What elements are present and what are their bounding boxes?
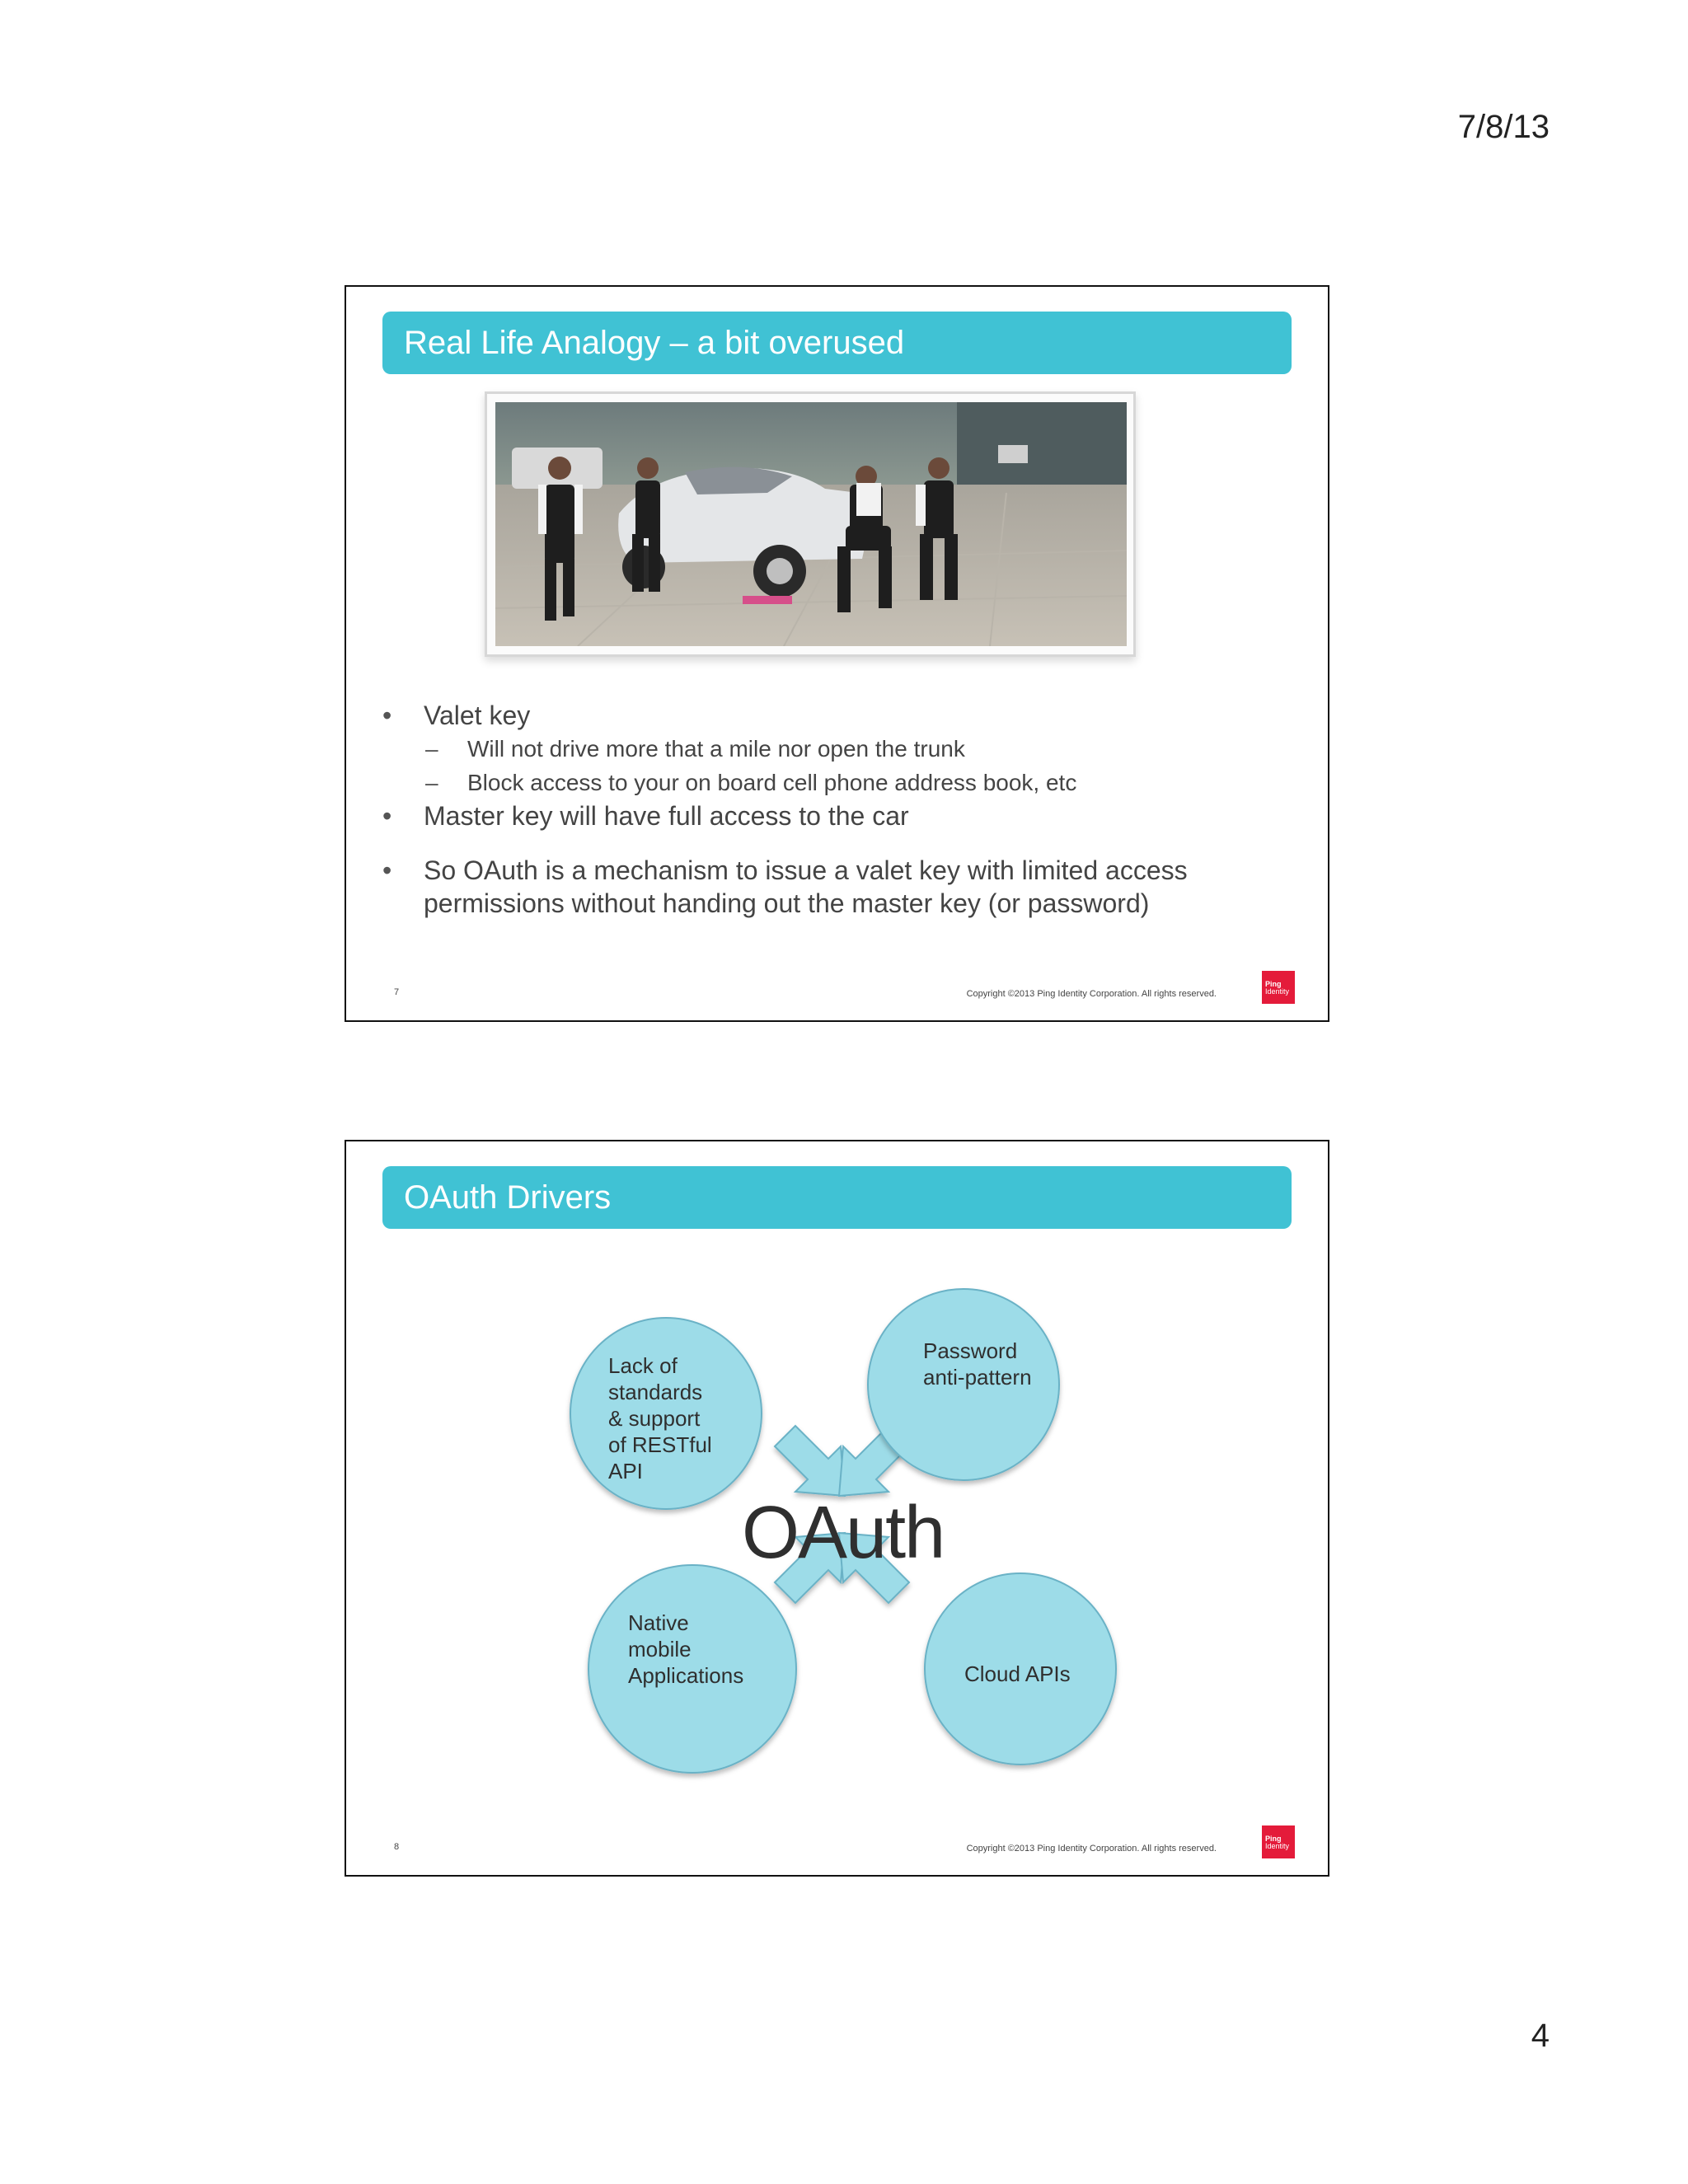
bullet-text: Master key will have full access to the car xyxy=(424,801,909,831)
circle-text-native-mobile: Native mobile Applications xyxy=(628,1610,744,1688)
valet-photo xyxy=(485,391,1136,657)
valet-photo-icon xyxy=(495,402,1127,646)
bullet-list xyxy=(382,699,1306,920)
slide-number: 7 xyxy=(394,987,400,997)
slide-title: OAuth Drivers xyxy=(382,1166,1292,1229)
oauth-center-label: OAuth xyxy=(742,1492,945,1574)
bullet-dot: • xyxy=(382,855,392,885)
sub-bullet-item xyxy=(382,732,1306,766)
copyright-text: Copyright ©2013 Ping Identity Corporation. All rights reserved. xyxy=(966,1844,1217,1854)
sub-bullet-dash: – xyxy=(425,770,438,795)
arrow-top-left xyxy=(775,1426,845,1496)
page-date: 7/8/13 xyxy=(1457,109,1550,145)
bullet-dot: • xyxy=(382,701,392,730)
sub-bullet-text: Will not drive more that a mile nor open the trunk xyxy=(467,736,965,762)
logo-line-2: Identity xyxy=(1265,987,1290,996)
sub-bullet-dash: – xyxy=(425,736,438,762)
bullet-item xyxy=(382,854,1306,920)
copyright-text: Copyright ©2013 Ping Identity Corporation. All rights reserved. xyxy=(966,989,1217,999)
circle-text-cloud-apis: Cloud APIs xyxy=(964,1661,1071,1686)
slide-title: Real Life Analogy – a bit overused xyxy=(382,312,1292,374)
sub-bullet-item xyxy=(382,766,1306,799)
bullet-item xyxy=(382,699,1306,732)
bullet-text: So OAuth is a mechanism to issue a valet key with limited access permissions without handing out the master key (or password) xyxy=(424,855,1188,918)
logo-line-2: Identity xyxy=(1265,1842,1290,1850)
circle-text-password-anti-pattern: Password anti-pattern xyxy=(923,1338,1032,1390)
circle-text-lack-of-standards: Lack of standards & support of RESTful API xyxy=(608,1353,712,1483)
slide-7 xyxy=(345,285,1329,1022)
slide-number: 8 xyxy=(394,1842,400,1852)
ping-identity-logo xyxy=(1262,971,1295,1004)
ping-identity-logo xyxy=(1262,1825,1295,1858)
page-number: 4 xyxy=(1531,2018,1550,2054)
slide-8 xyxy=(345,1140,1329,1877)
bullet-dot: • xyxy=(382,801,392,831)
bullet-item xyxy=(382,799,1306,832)
logo-line-1: Ping xyxy=(1265,980,1282,988)
logo-line-1: Ping xyxy=(1265,1835,1282,1843)
sub-bullet-text: Block access to your on board cell phone address book, etc xyxy=(467,770,1077,795)
bullet-text: Valet key xyxy=(424,701,531,730)
